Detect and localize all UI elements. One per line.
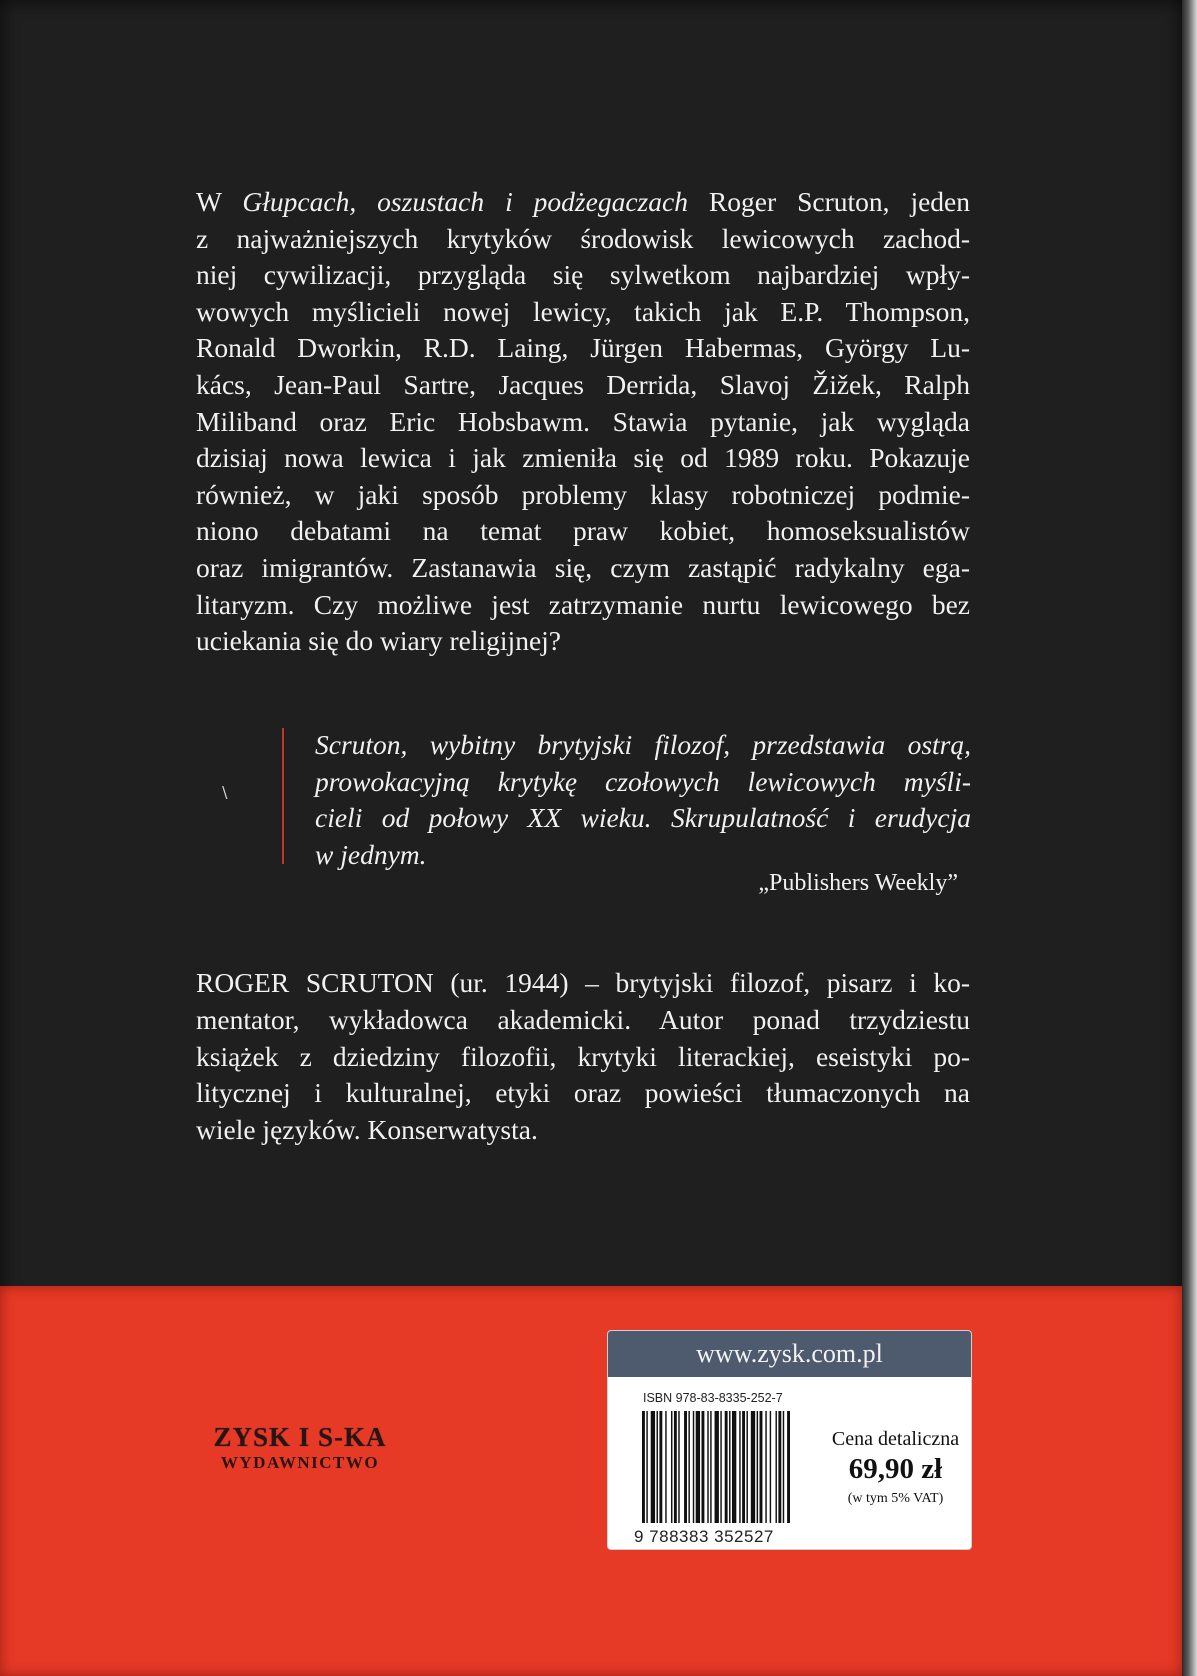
description-line: Ronald Dworkin, R.D. Laing, Jürgen Habermas, György Lu- — [196, 332, 970, 364]
description-line: niono debatami na temat praw kobiet, homoseksualistów — [196, 515, 970, 547]
book-edge — [1182, 0, 1197, 1676]
review-quote — [315, 727, 971, 873]
barcode-bar — [770, 1411, 771, 1523]
description-line: dzisiaj nowa lewica i jak zmieniła się od 1989 roku. Pokazuje — [196, 442, 970, 474]
barcode-bar — [642, 1411, 645, 1523]
barcode-bar — [657, 1411, 658, 1523]
description-line: kács, Jean-Paul Sartre, Jacques Derrida, Slavoj Žižek, Ralph — [196, 368, 970, 400]
description-line — [196, 184, 970, 221]
barcode-bar — [751, 1411, 755, 1523]
description-line: również, w jaki sposób problemy klasy robotniczej podmie- — [196, 478, 970, 510]
quote-source: „Publishers Weekly” — [758, 870, 958, 896]
barcode-bar — [775, 1411, 776, 1523]
price-barcode-label — [607, 1330, 972, 1550]
publisher-name: ZYSK I S-KA — [213, 1422, 387, 1452]
barcode-bar — [746, 1411, 747, 1523]
scan-mark: ∖ — [219, 785, 230, 802]
bio-line: litycznej i kulturalnej, etyki oraz powieści tłumaczonych na — [196, 1077, 970, 1109]
barcode-bar — [720, 1411, 721, 1523]
barcode-bar — [787, 1411, 790, 1523]
book-title-italic: Głupcach, oszustach i podżegaczach — [242, 186, 688, 217]
barcode-bar — [742, 1411, 745, 1523]
barcode-bar — [729, 1411, 730, 1523]
barcode-bar — [674, 1411, 677, 1523]
quote-line: w jednym. — [315, 838, 427, 870]
barcode-bar — [765, 1411, 766, 1523]
description-line: uciekania się do wiary religijnej? — [196, 625, 561, 657]
description-line: oraz imigrantów. Zastanawia się, czym zastąpić radykalny ega- — [196, 551, 970, 583]
price-value: 69,90 zł — [848, 1453, 943, 1485]
publisher-url[interactable]: www.zysk.com.pl — [608, 1331, 971, 1377]
isbn-text: ISBN 978-83-8335-252-7 — [643, 1391, 783, 1405]
barcode-bar — [693, 1411, 694, 1523]
barcode-bar — [701, 1411, 704, 1523]
barcode-image — [642, 1411, 790, 1523]
publisher-subtitle: WYDAWNICTWO — [220, 1453, 380, 1472]
barcode-bar — [725, 1411, 728, 1523]
barcode-bar — [659, 1411, 662, 1523]
barcode-bar — [678, 1411, 679, 1523]
barcode-bar — [646, 1411, 647, 1523]
book-description — [196, 184, 970, 660]
bio-line: książek z dziedziny filozofii, krytyki literackiej, eseistyki po- — [196, 1040, 970, 1072]
description-line: z najważniejszych krytyków środowisk lewicowych zachod- — [196, 222, 970, 254]
description-line: Miliband oraz Eric Hobsbawm. Stawia pytanie, jak wygląda — [196, 405, 970, 437]
bio-line: mentator, wykładowca akademicki. Autor ponad trzydziestu — [196, 1003, 970, 1035]
barcode-bar — [696, 1411, 700, 1523]
barcode-bar — [760, 1411, 763, 1523]
barcode-bar — [710, 1411, 711, 1523]
barcode-bar — [778, 1411, 781, 1523]
bio-line: ROGER SCRUTON (ur. 1944) – brytyjski filozof, pisarz i ko- — [196, 967, 970, 998]
barcode-bar — [671, 1411, 672, 1523]
barcode-digits: 9 788383 352527 — [634, 1527, 774, 1546]
barcode-bar — [732, 1411, 736, 1523]
description-line: niej cywilizacji, przygląda się sylwetkom najbardziej wpły- — [196, 259, 970, 291]
bio-line: wiele języków. Konserwatysta. — [196, 1114, 538, 1146]
red-footer-band — [0, 1286, 1182, 1676]
barcode-bar — [757, 1411, 758, 1523]
price-label: Cena detaliczna — [831, 1428, 960, 1450]
barcode-bar — [684, 1411, 687, 1523]
quote-line: cieli od połowy XX wieku. Skrupulatność i erudycja — [315, 802, 971, 834]
barcode-bar — [783, 1411, 784, 1523]
publisher-logo — [200, 1422, 400, 1473]
description-line: wowych myślicieli nowej lewicy, takich jak E.P. Thompson, — [196, 295, 970, 327]
barcode-bar — [651, 1411, 655, 1523]
quote-accent-bar — [282, 728, 284, 864]
barcode-bar — [739, 1411, 740, 1523]
description-text: Roger Scruton, jeden — [687, 186, 971, 217]
quote-line: Scruton, wybitny brytyjski filozof, przedstawia ostrą, — [315, 729, 971, 760]
barcode-bar — [707, 1411, 708, 1523]
barcode-bar — [688, 1411, 689, 1523]
description-line: litaryzm. Czy możliwe jest zatrzymanie nurtu lewicowego bez — [196, 588, 970, 620]
barcode-bar — [715, 1411, 719, 1523]
quote-line: prowokacyjną krytykę czołowych lewicowych myśli- — [315, 765, 971, 797]
description-text: W — [196, 186, 243, 217]
vat-note: (w tym 5% VAT) — [847, 1491, 944, 1506]
author-bio — [196, 965, 970, 1149]
barcode-bar — [665, 1411, 666, 1523]
